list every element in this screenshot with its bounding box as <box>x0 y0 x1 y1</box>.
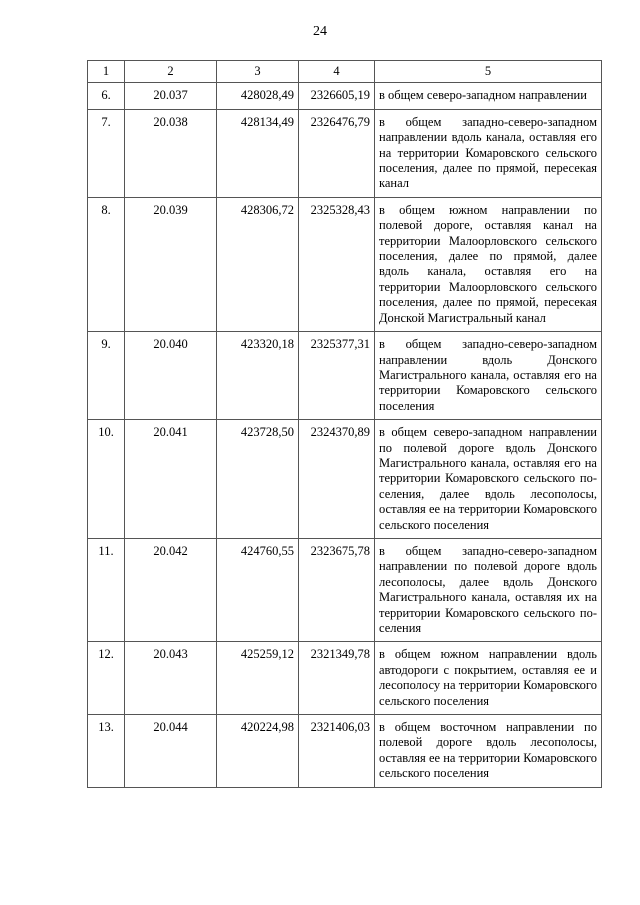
row-number-cell: 6. <box>88 83 125 109</box>
header-cell-1: 1 <box>88 61 125 83</box>
table-row <box>88 83 602 109</box>
boundary-description-cell: в общем восточном направлении по полевой дороге вдоль лесополосы, оставляя ее на территории Комаровского сельского поселения <box>375 715 602 788</box>
row-number-cell: 11. <box>88 538 125 641</box>
point-id-cell: 20.039 <box>125 197 217 331</box>
point-id-cell: 20.043 <box>125 642 217 715</box>
y-coordinate-cell: 2325377,31 <box>299 332 375 420</box>
point-id-cell: 20.037 <box>125 83 217 109</box>
table-body <box>88 61 602 788</box>
point-id-cell: 20.038 <box>125 109 217 197</box>
row-number-cell: 10. <box>88 420 125 539</box>
boundary-points-table <box>87 60 602 788</box>
x-coordinate-cell: 424760,55 <box>217 538 299 641</box>
header-cell-4: 4 <box>299 61 375 83</box>
row-number-cell: 12. <box>88 642 125 715</box>
header-cell-3: 3 <box>217 61 299 83</box>
x-coordinate-cell: 428134,49 <box>217 109 299 197</box>
row-number-cell: 7. <box>88 109 125 197</box>
table-row <box>88 109 602 197</box>
x-coordinate-cell: 428306,72 <box>217 197 299 331</box>
y-coordinate-cell: 2324370,89 <box>299 420 375 539</box>
row-number-cell: 9. <box>88 332 125 420</box>
boundary-description-cell: в общем южном направлении вдоль автодороги с покрытием, оставляя ее и лесополосу на территории Комаровского сельского поселения <box>375 642 602 715</box>
point-id-cell: 20.040 <box>125 332 217 420</box>
x-coordinate-cell: 420224,98 <box>217 715 299 788</box>
header-cell-2: 2 <box>125 61 217 83</box>
table-row <box>88 715 602 788</box>
boundary-description-cell: в общем южном направлении по полевой дороге, оставляя канал на территории Малоорловского сельского поселения, далее по прямой, далее вдоль канала, оставляя его на территории Малоорловского сельского поселения, далее по прямой, пересекая Донской Магистральный канал <box>375 197 602 331</box>
row-number-cell: 13. <box>88 715 125 788</box>
x-coordinate-cell: 425259,12 <box>217 642 299 715</box>
table-row <box>88 538 602 641</box>
header-cell-5: 5 <box>375 61 602 83</box>
point-id-cell: 20.044 <box>125 715 217 788</box>
y-coordinate-cell: 2321349,78 <box>299 642 375 715</box>
boundary-description-cell: в общем западно-северо-западном направлении по полевой дороге вдоль лесополосы, далее вдоль Донского Магистрального канала, оставляя их на территории Комаровского сельского поселения <box>375 538 602 641</box>
table-row <box>88 332 602 420</box>
table-row <box>88 642 602 715</box>
table-row <box>88 420 602 539</box>
x-coordinate-cell: 423728,50 <box>217 420 299 539</box>
y-coordinate-cell: 2326476,79 <box>299 109 375 197</box>
y-coordinate-cell: 2323675,78 <box>299 538 375 641</box>
point-id-cell: 20.041 <box>125 420 217 539</box>
row-number-cell: 8. <box>88 197 125 331</box>
table-row <box>88 197 602 331</box>
point-id-cell: 20.042 <box>125 538 217 641</box>
x-coordinate-cell: 428028,49 <box>217 83 299 109</box>
y-coordinate-cell: 2321406,03 <box>299 715 375 788</box>
boundary-description-cell: в общем западно-северо-западном направлении вдоль Донского Магистрального канала, оставляя его на территории Комаровского сельского поселения <box>375 332 602 420</box>
boundary-description-cell: в общем северо-западном направлении по полевой дороге вдоль Донского Магистрального канала, оставляя его на территории Комаровского сельского поселения, далее вдоль лесополосы, оставляя ее на территории Комаровского сельского поселения <box>375 420 602 539</box>
y-coordinate-cell: 2325328,43 <box>299 197 375 331</box>
page-number: 24 <box>313 24 327 39</box>
x-coordinate-cell: 423320,18 <box>217 332 299 420</box>
boundary-description-cell: в общем северо-западном направлении <box>375 83 602 109</box>
y-coordinate-cell: 2326605,19 <box>299 83 375 109</box>
boundary-description-cell: в общем западно-северо-западном направлении вдоль канала, оставляя его на территории Комаровского сельского поселения, далее по прямой, пересекая канал <box>375 109 602 197</box>
table-header-row <box>88 61 602 83</box>
